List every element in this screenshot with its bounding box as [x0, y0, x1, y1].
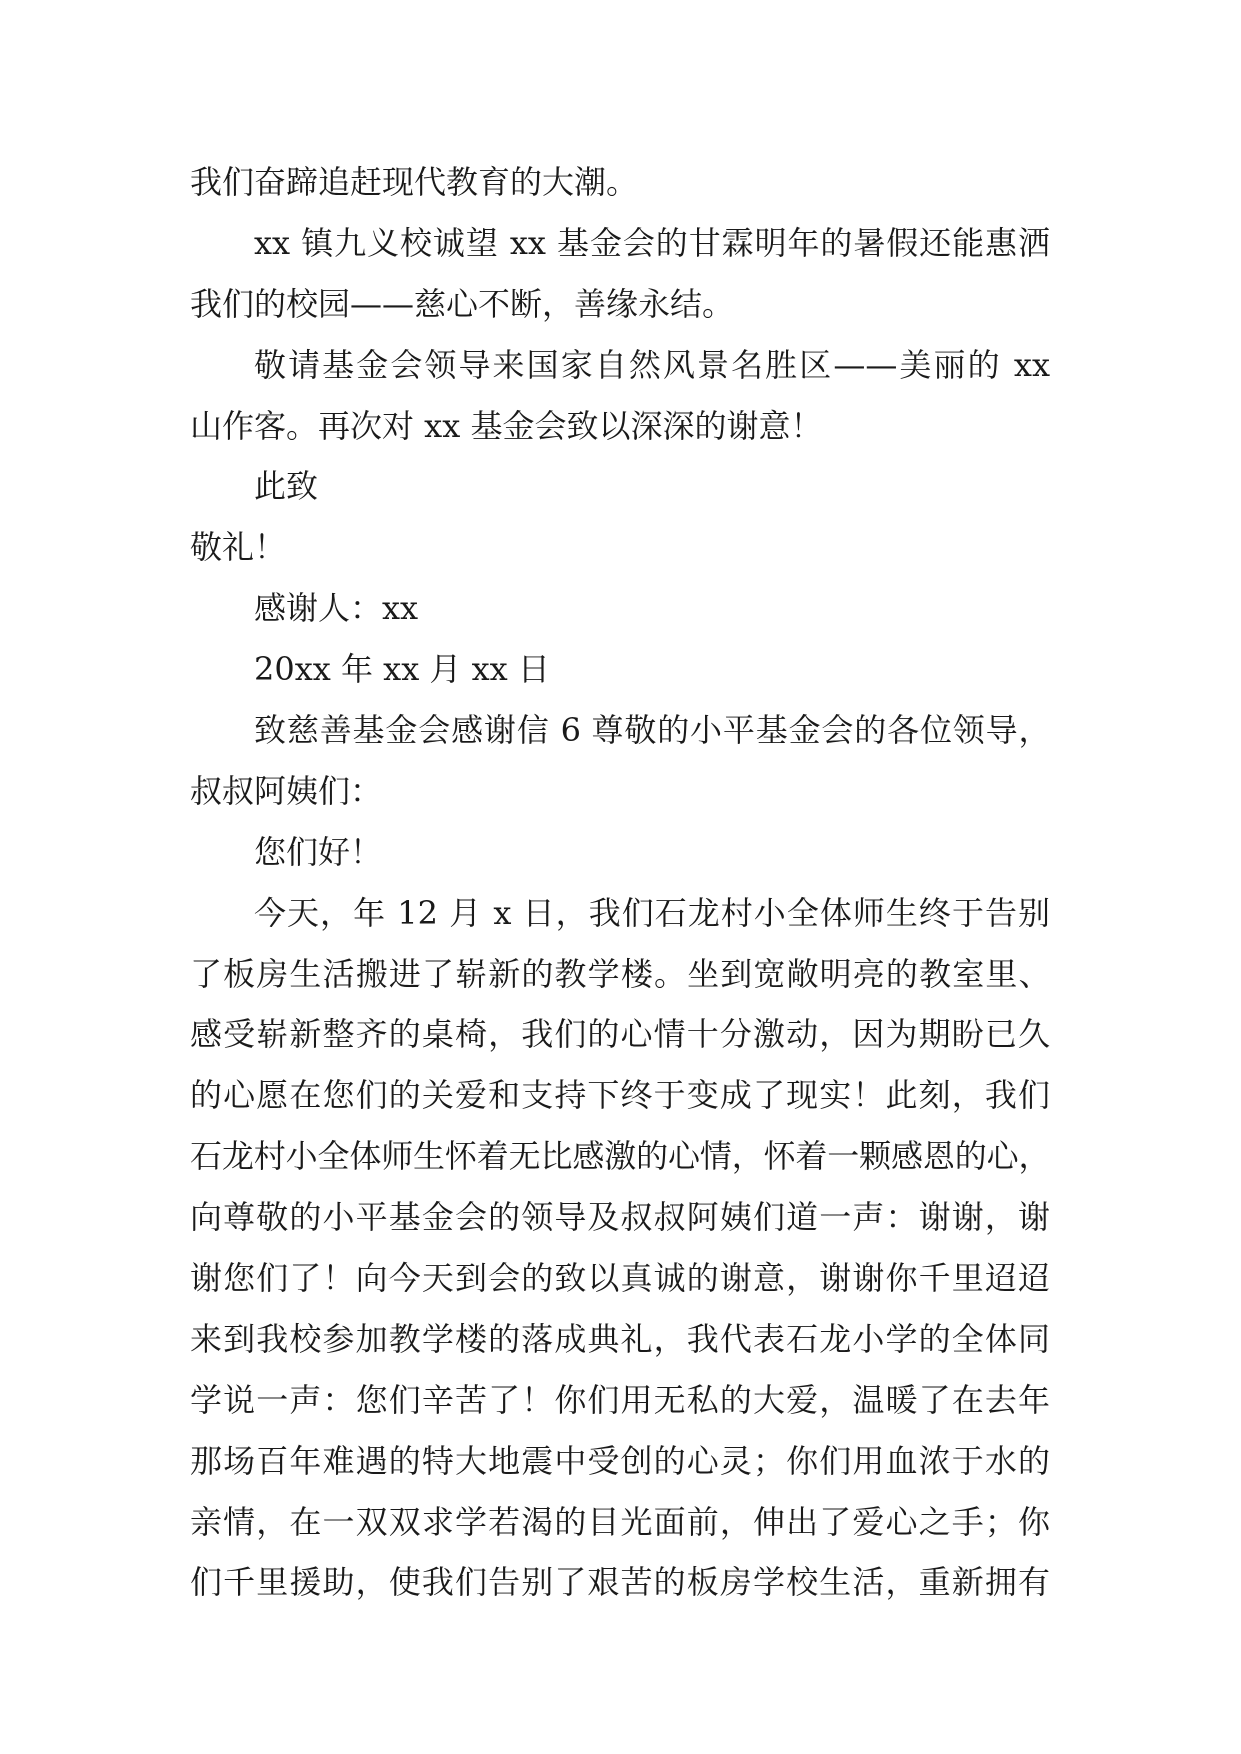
- text-line: 向尊敬的小平基金会的领导及叔叔阿姨们道一声：谢谢，谢: [190, 1198, 1050, 1237]
- text-line: 了板房生活搬进了崭新的教学楼。坐到宽敞明亮的教室里、: [190, 954, 1050, 993]
- text-line: 山作客。再次对 xx 基金会致以深深的谢意！: [190, 406, 823, 445]
- text-line: 我们奋蹄追赶现代教育的大潮。: [190, 163, 639, 201]
- letter-heading-line: 致慈善基金会感谢信 6 尊敬的小平基金会的各位领导，: [254, 711, 1050, 750]
- text-line: 叔叔阿姨们：: [190, 771, 383, 810]
- text-line: 谢您们了！向今天到会的致以真诚的谢意，谢谢你千里迢迢: [190, 1259, 1050, 1298]
- text-line: 感受崭新整齐的桌椅，我们的心情十分激动，因为期盼已久: [190, 1015, 1050, 1054]
- text-line: 们千里援助，使我们告别了艰苦的板房学校生活，重新拥有: [190, 1563, 1050, 1602]
- greeting-line: 您们好！: [254, 832, 383, 871]
- letter-body: [190, 152, 1050, 1613]
- closing-salutation: 此致: [254, 467, 319, 506]
- text-line: 的心愿在您们的关爱和支持下终于变成了现实！此刻，我们: [190, 1076, 1050, 1115]
- text-line: 我们的校园——慈心不断，善缘永结。: [190, 284, 735, 323]
- text-line: 那场百年难遇的特大地震中受创的心灵；你们用血浓于水的: [190, 1441, 1050, 1480]
- signature-line: 感谢人：xx: [254, 589, 419, 628]
- text-line: 敬请基金会领导来国家自然风景名胜区——美丽的 xx: [254, 345, 1050, 384]
- text-line: 亲情，在一双双求学若渴的目光面前，伸出了爱心之手；你: [190, 1502, 1050, 1541]
- date-line: 20xx 年 xx 月 xx 日: [254, 650, 550, 689]
- text-line: 石龙村小全体师生怀着无比感激的心情，怀着一颗感恩的心，: [190, 1137, 1050, 1176]
- text-line: xx 镇九义校诚望 xx 基金会的甘霖明年的暑假还能惠洒: [254, 223, 1050, 262]
- text-line: 今天，年 12 月 x 日，我们石龙村小全体师生终于告别: [254, 893, 1050, 932]
- text-line: 来到我校参加教学楼的落成典礼，我代表石龙小学的全体同: [190, 1319, 1050, 1358]
- closing-regards: 敬礼！: [190, 528, 287, 567]
- text-line: 学说一声：您们辛苦了！你们用无私的大爱，温暖了在去年: [190, 1380, 1050, 1419]
